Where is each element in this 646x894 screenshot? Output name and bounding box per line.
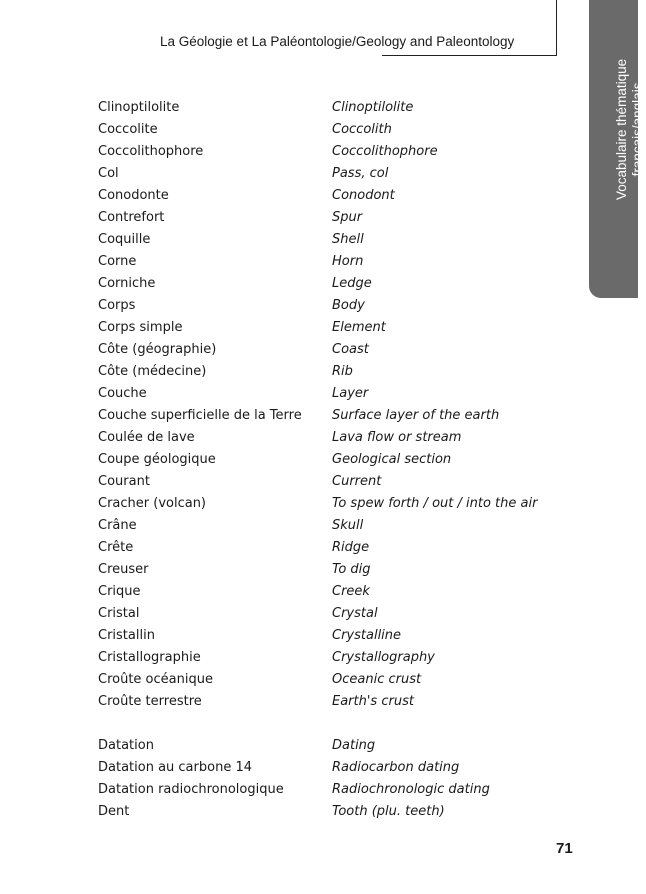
english-term: Geological section: [332, 452, 452, 467]
french-term: Croûte océanique: [98, 672, 213, 687]
french-term: Crête: [98, 540, 134, 555]
english-term: Earth's crust: [332, 694, 414, 709]
english-term: Ridge: [332, 540, 370, 555]
english-term: Rib: [332, 364, 353, 379]
english-term: Element: [332, 320, 386, 335]
vocab-row: [98, 801, 537, 823]
side-tab-line-1: Vocabulaire thématique: [614, 58, 629, 200]
side-tab: [589, 0, 645, 298]
english-term: Conodont: [332, 188, 395, 203]
header-vertical-rule: [556, 0, 557, 56]
side-tab-line-2: français/anglais: [630, 82, 645, 177]
french-term: Crique: [98, 584, 141, 599]
english-term: Radiocarbon dating: [332, 760, 460, 775]
english-term: Layer: [332, 386, 369, 401]
vocab-row: [98, 207, 537, 229]
french-term: Corps simple: [98, 320, 183, 335]
english-term: Surface layer of the earth: [332, 408, 500, 423]
vocab-row: [98, 471, 537, 493]
french-term: Crâne: [98, 518, 137, 533]
english-term: Coccolithophore: [332, 144, 438, 159]
vocab-row: [98, 185, 537, 207]
header-rule: [382, 55, 557, 56]
vocab-row: [98, 537, 537, 559]
vocab-row: [98, 779, 537, 801]
english-term: Horn: [332, 254, 364, 269]
french-term: Coulée de lave: [98, 430, 195, 445]
vocab-row: [98, 449, 537, 471]
french-term: Côte (médecine): [98, 364, 207, 379]
vocab-row: [98, 647, 537, 669]
vocab-row: [98, 493, 537, 515]
english-term: Shell: [332, 232, 364, 247]
english-term: Crystallography: [332, 650, 435, 665]
french-term: Datation radiochronologique: [98, 782, 284, 797]
english-term: Skull: [332, 518, 364, 533]
vocab-row: [98, 273, 537, 295]
vocab-row: [98, 141, 537, 163]
vocab-row: [98, 625, 537, 647]
page-number: 71: [556, 840, 573, 857]
french-term: Coccolithophore: [98, 144, 204, 159]
english-term: Spur: [332, 210, 363, 225]
vocab-row: [98, 405, 537, 427]
french-term: Coccolite: [98, 122, 158, 137]
french-term: Couche superficielle de la Terre: [98, 408, 302, 423]
english-term: Pass, col: [332, 166, 389, 181]
french-term: Corniche: [98, 276, 156, 291]
vocab-row: [98, 427, 537, 449]
vocab-row: [98, 383, 537, 405]
french-term: Clinoptilolite: [98, 100, 180, 115]
french-term: Creuser: [98, 562, 149, 577]
vocab-row: [98, 515, 537, 537]
page-header-title: La Géologie et La Paléontologie/Geology and Paleontology: [160, 34, 515, 49]
english-term: Creek: [332, 584, 370, 599]
english-term: Coast: [332, 342, 369, 357]
vocab-row: [98, 691, 537, 713]
vocab-row: [98, 97, 537, 119]
english-term: Current: [332, 474, 382, 489]
french-term: Col: [98, 166, 119, 181]
vocabulary-list: [98, 97, 537, 823]
english-term: Coccolith: [332, 122, 392, 137]
french-term: Coquille: [98, 232, 151, 247]
vocab-row: [98, 251, 537, 273]
french-term: Contrefort: [98, 210, 165, 225]
english-term: Lava flow or stream: [332, 430, 462, 445]
vocab-row: [98, 163, 537, 185]
vocab-row: [98, 229, 537, 251]
english-term: Tooth (plu. teeth): [332, 804, 445, 819]
english-term: Clinoptilolite: [332, 100, 414, 115]
french-term: Datation au carbone 14: [98, 760, 252, 775]
english-term: Radiochronologic dating: [332, 782, 490, 797]
vocab-row: [98, 669, 537, 691]
english-term: Crystal: [332, 606, 378, 621]
french-term: Cracher (volcan): [98, 496, 207, 511]
french-term: Dent: [98, 804, 130, 819]
french-term: Croûte terrestre: [98, 694, 202, 709]
french-term: Datation: [98, 738, 154, 753]
english-term: Oceanic crust: [332, 672, 422, 687]
vocab-row: [98, 603, 537, 625]
french-term: Coupe géologique: [98, 452, 216, 467]
english-term: To dig: [332, 562, 371, 577]
french-term: Cristallographie: [98, 650, 201, 665]
french-term: Cristal: [98, 606, 140, 621]
vocab-row: [98, 295, 537, 317]
french-term: Courant: [98, 474, 150, 489]
english-term: Body: [332, 298, 365, 313]
vocab-row: [98, 581, 537, 603]
vocab-row: [98, 757, 537, 779]
french-term: Couche: [98, 386, 147, 401]
english-term: Ledge: [332, 276, 372, 291]
french-term: Côte (géographie): [98, 342, 217, 357]
english-term: Dating: [332, 738, 376, 753]
english-term: Crystalline: [332, 628, 402, 643]
vocab-row: [98, 317, 537, 339]
side-tab-label: [614, 59, 646, 200]
vocab-row: [98, 339, 537, 361]
vocab-row: [98, 735, 537, 757]
english-term: To spew forth / out / into the air: [332, 496, 538, 511]
vocab-row: [98, 119, 537, 141]
vocab-row: [98, 559, 537, 581]
french-term: Cristallin: [98, 628, 155, 643]
french-term: Corps: [98, 298, 136, 313]
vocab-row: [98, 361, 537, 383]
french-term: Corne: [98, 254, 137, 269]
french-term: Conodonte: [98, 188, 169, 203]
